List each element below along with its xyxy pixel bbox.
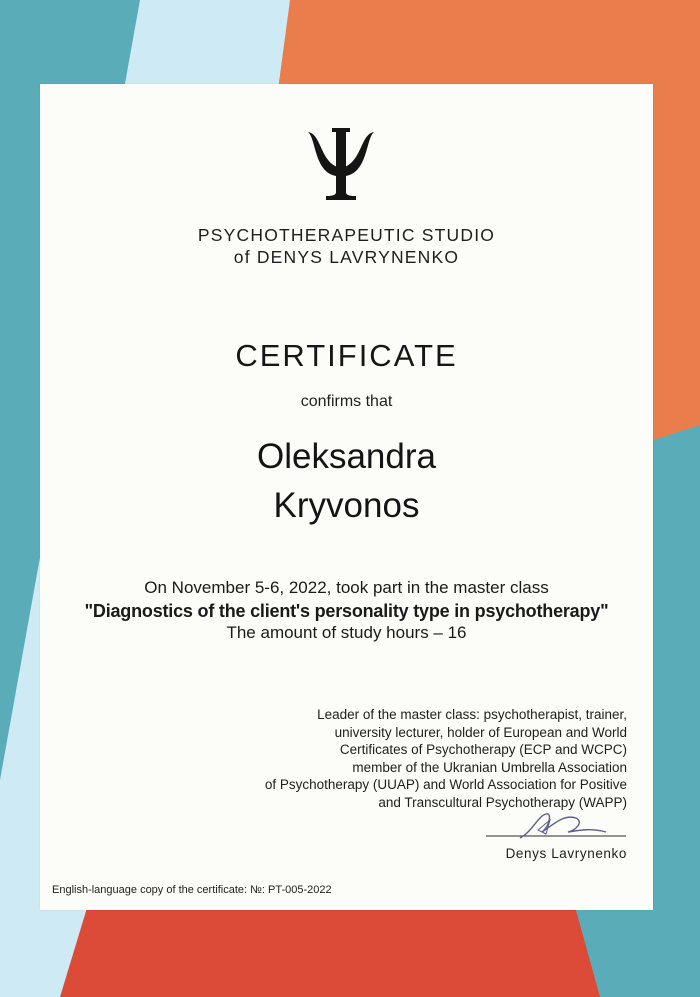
- psi-symbol-icon: [296, 124, 386, 204]
- confirms-text: confirms that: [300, 393, 393, 410]
- recipient-first-name: Oleksandra: [257, 437, 436, 476]
- signer-name: Denys Lavrynenko: [505, 846, 627, 861]
- leader-line: Leader of the master class: psychotherapist, trainer,: [317, 707, 627, 722]
- recipient-last-name: Kryvonos: [273, 486, 420, 525]
- event-date-text: On November 5-6, 2022, took part in the master class: [144, 578, 549, 597]
- handwritten-signature-icon: [480, 808, 630, 844]
- leader-line: of Psychotherapy (UUAP) and World Association for Positive: [264, 777, 627, 792]
- leader-line: Certificates of Psychotherapy (ECP and WCPC): [339, 742, 627, 757]
- leader-description: [265, 706, 627, 811]
- leader-line: and Transcultural Psychotherapy (WAPP): [378, 794, 627, 810]
- studio-name-line2: of DENYS LAVRYNENKO: [233, 247, 460, 267]
- leader-line: university lecturer, holder of European and World: [334, 724, 627, 740]
- certificate-paper: [40, 84, 653, 910]
- leader-line: member of the Ukranian Umbrella Association: [352, 759, 627, 775]
- study-hours-text: The amount of study hours – 16: [226, 623, 467, 642]
- certificate-title: CERTIFICATE: [235, 338, 458, 373]
- course-title: "Diagnostics of the client's personality type in psychotherapy": [84, 601, 609, 621]
- certificate-copy-number: English-language copy of the certificate: №: PT-005-2022: [52, 884, 332, 896]
- studio-name-line1: PSYCHOTHERAPEUTIC STUDIO: [197, 225, 496, 245]
